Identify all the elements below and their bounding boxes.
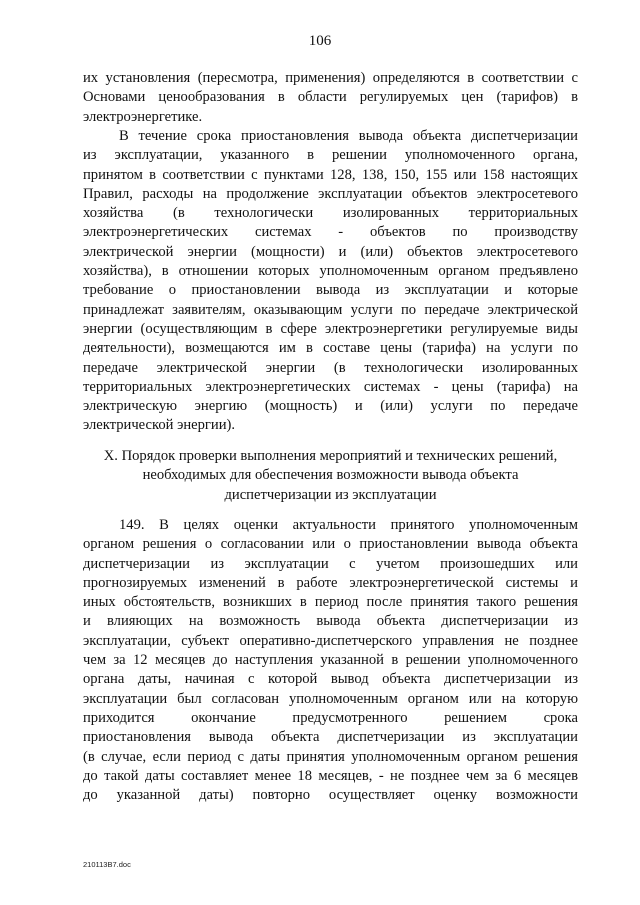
text-line: приходится окончание предусмотренного решением срока — [83, 709, 578, 726]
text-line: 149. В целях оценки актуальности принятого уполномоченным — [119, 517, 578, 533]
text-line: передаче электрической энергии (в технологически изолированных — [83, 359, 578, 376]
text-line: электроэнергетических системах - объектов по производству — [83, 224, 578, 241]
text-line: принятом в соответствии с пунктами 128, 138, 150, 155 или 158 настоящих — [83, 166, 578, 183]
text-line: (в случае, если период с даты принятия уполномоченным органом решения — [83, 748, 578, 765]
text-line: деятельности), возмещаются им в составе цены (тарифа) на услуги по — [83, 340, 578, 357]
text-line: органом решения о согласовании или о приостановлении вывода объекта — [83, 536, 578, 553]
text-line: до такой даты составляет менее 18 месяцев, - не позднее чем за 6 месяцев — [83, 767, 578, 784]
text-line: до указанной даты) повторно осуществляет оценку возможности — [83, 787, 578, 804]
heading-line: X. Порядок проверки выполнения мероприятий и технических решений, — [103, 448, 558, 464]
text-line: диспетчеризации из эксплуатации с учетом произошедших или — [83, 555, 578, 572]
text-line: эксплуатации был согласован уполномоченным органом или на которую — [83, 690, 578, 707]
text-line: электрической энергии (мощности) и (или) объектов электросетевого — [83, 243, 578, 260]
text-line: эксплуатации, субъект оперативно-диспетчерского управления не позднее — [83, 632, 578, 649]
text-line: электрическую энергию (мощность) и (или) услуги по передаче — [83, 398, 578, 415]
heading-line: необходимых для обеспечения возможности вывода объекта — [142, 467, 519, 484]
footer-document-code: 210113B7.doc — [83, 860, 131, 869]
text-line: прогнозируемых изменений в работе электроэнергетической системы и — [83, 574, 578, 591]
text-line: электроэнергетике. — [83, 108, 203, 125]
text-line: принадлежат заявителям, оказывающим услуги по передаче электрической — [83, 301, 578, 318]
page-number: 106 — [308, 33, 332, 49]
text-line: чем за 12 месяцев до наступления указанной в решении уполномоченного — [83, 652, 578, 669]
text-line: требование о приостановлении вывода из эксплуатации и которые — [83, 282, 578, 299]
text-line: В течение срока приостановления вывода объекта диспетчеризации — [119, 128, 578, 144]
text-line: хозяйства (в технологически изолированных территориальных — [83, 205, 578, 222]
text-line: электрической энергии). — [83, 417, 236, 434]
paragraph-suspension — [83, 127, 578, 436]
text-line: энергии (осуществляющим в сфере электроэнергетики регулируемые виды — [83, 320, 578, 337]
text-line: иных обстоятельств, возникших в период после принятия такого решения — [83, 594, 578, 611]
paragraph-149 — [83, 516, 578, 805]
text-line: и влияющих на возможность вывода объекта диспетчеризации из — [83, 613, 578, 630]
text-line: Правил, расходы на продолжение эксплуатации объектов электросетевого — [83, 185, 578, 202]
text-line: Основами ценообразования в области регулируемых цен (тарифов) в — [83, 89, 578, 106]
text-line: территориальных электроэнергетических системах - цены (тарифа) на — [83, 378, 578, 395]
text-line: их установления (пересмотра, применения) определяются в соответствии с — [83, 70, 578, 86]
text-line: из эксплуатации, указанного в решении уполномоченного органа, — [83, 147, 578, 164]
text-line: хозяйства), в отношении которых уполномоченным органом предъявлено — [83, 263, 578, 280]
text-line: приостановления вывода объекта диспетчеризации из эксплуатации — [83, 729, 578, 746]
text-line: органа даты, начиная с которой вывод объекта диспетчеризации из — [83, 671, 578, 688]
paragraph-continuation — [83, 69, 578, 127]
heading-line: диспетчеризации из эксплуатации — [224, 486, 437, 503]
section-heading — [83, 447, 578, 505]
